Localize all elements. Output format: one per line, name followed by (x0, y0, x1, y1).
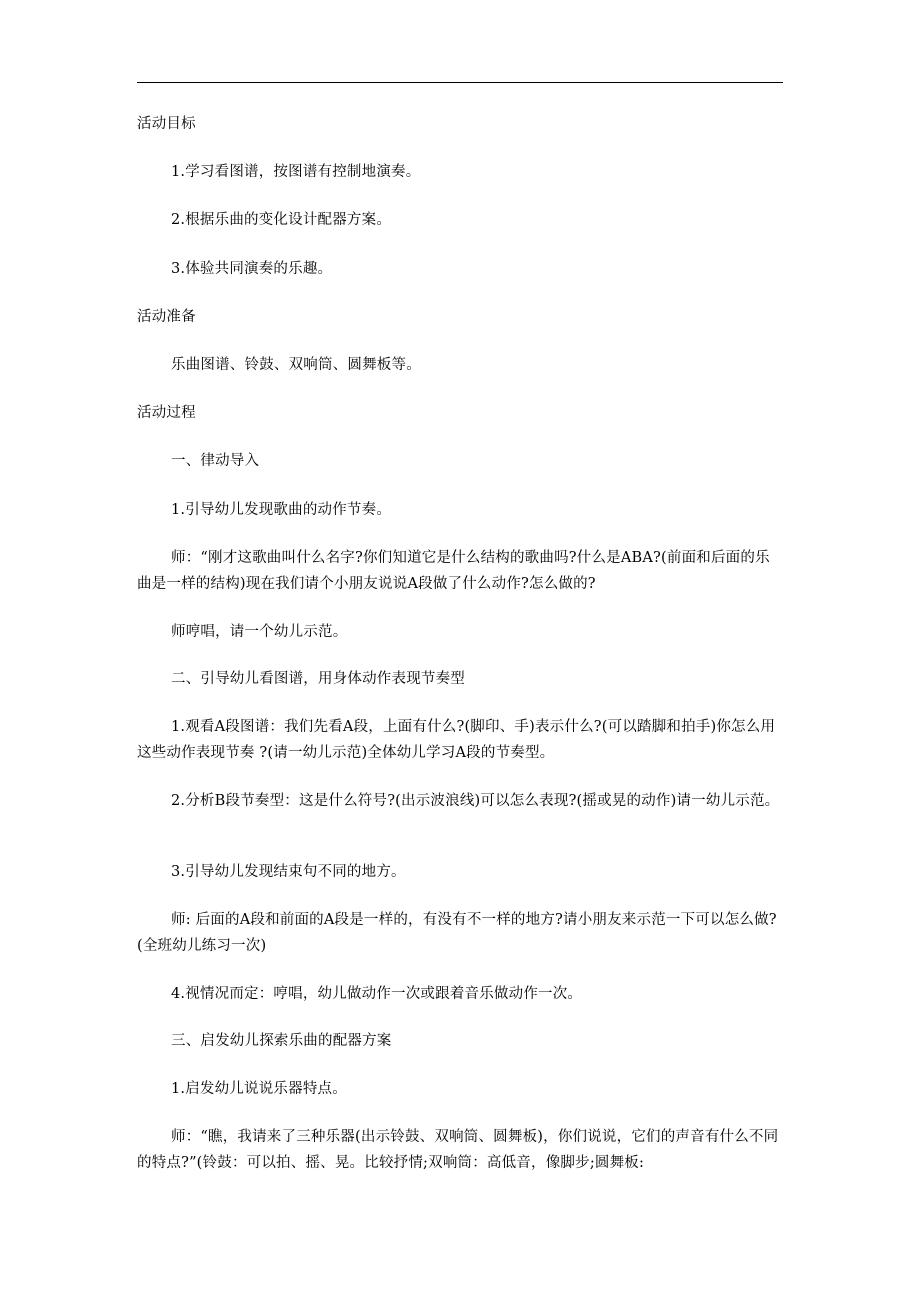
paragraph: 2.分析B段节奏型：这是什么符号?(出示波浪线)可以怎么表现?(摇或晃的动作)请一幼儿示范。 (171, 793, 780, 809)
section-heading-goals: 活动目标 (137, 116, 196, 132)
paragraph: 师哼唱，请一个幼儿示范。 (171, 624, 348, 640)
paragraph: 师：“刚才这歌曲叫什么名字?你们知道它是什么结构的歌曲吗?什么是ABA?(前面和后面的乐曲是一样的结构)现在我们请个小朋友说说A段做了什么动作?怎么做的? (137, 550, 770, 592)
goal-item-3: 3.体验共同演奏的乐趣。 (171, 261, 333, 277)
section-heading-preparation: 活动准备 (137, 309, 196, 325)
goal-item-2: 2.根据乐曲的变化设计配器方案。 (171, 212, 392, 228)
step-heading-2: 二、引导幼儿看图谱，用身体动作表现节奏型 (171, 671, 465, 687)
step-heading-1: 一、律动导入 (171, 453, 260, 469)
paragraph: 1.引导幼儿发现歌曲的动作节奏。 (171, 502, 392, 518)
paragraph: 3.引导幼儿发现结束句不同的地方。 (171, 864, 406, 880)
goal-item-1: 1.学习看图谱，按图谱有控制地演奏。 (171, 164, 421, 180)
paragraph: 1.启发幼儿说说乐器特点。 (171, 1081, 347, 1097)
header-rule (137, 82, 783, 83)
section-heading-process: 活动过程 (137, 405, 196, 421)
paragraph: 1.观看A段图谱：我们先看A段，上面有什么?(脚印、手)表示什么?(可以踏脚和拍手)你怎么用这些动作表现节奏 ?(请一幼儿示范)全体幼儿学习A段的节奏型。 (137, 719, 776, 761)
paragraph: 师：“瞧，我请来了三种乐器(出示铃鼓、双响筒、圆舞板)，你们说说，它们的声音有什么不同的特点?”(铃鼓：可以拍、摇、晃。比较抒情;双响筒：高低音，像脚步;圆舞板: (137, 1129, 779, 1171)
step-heading-3: 三、启发幼儿探索乐曲的配器方案 (171, 1033, 392, 1049)
preparation-text: 乐曲图谱、铃鼓、双响筒、圆舞板等。 (171, 357, 421, 373)
paragraph: 师: 后面的A段和前面的A段是一样的，有没有不一样的地方?请小朋友来示范一下可以怎么做?(全班幼儿练习一次) (137, 912, 777, 954)
paragraph: 4.视情况而定：哼唱，幼儿做动作一次或跟着音乐做动作一次。 (171, 986, 583, 1002)
